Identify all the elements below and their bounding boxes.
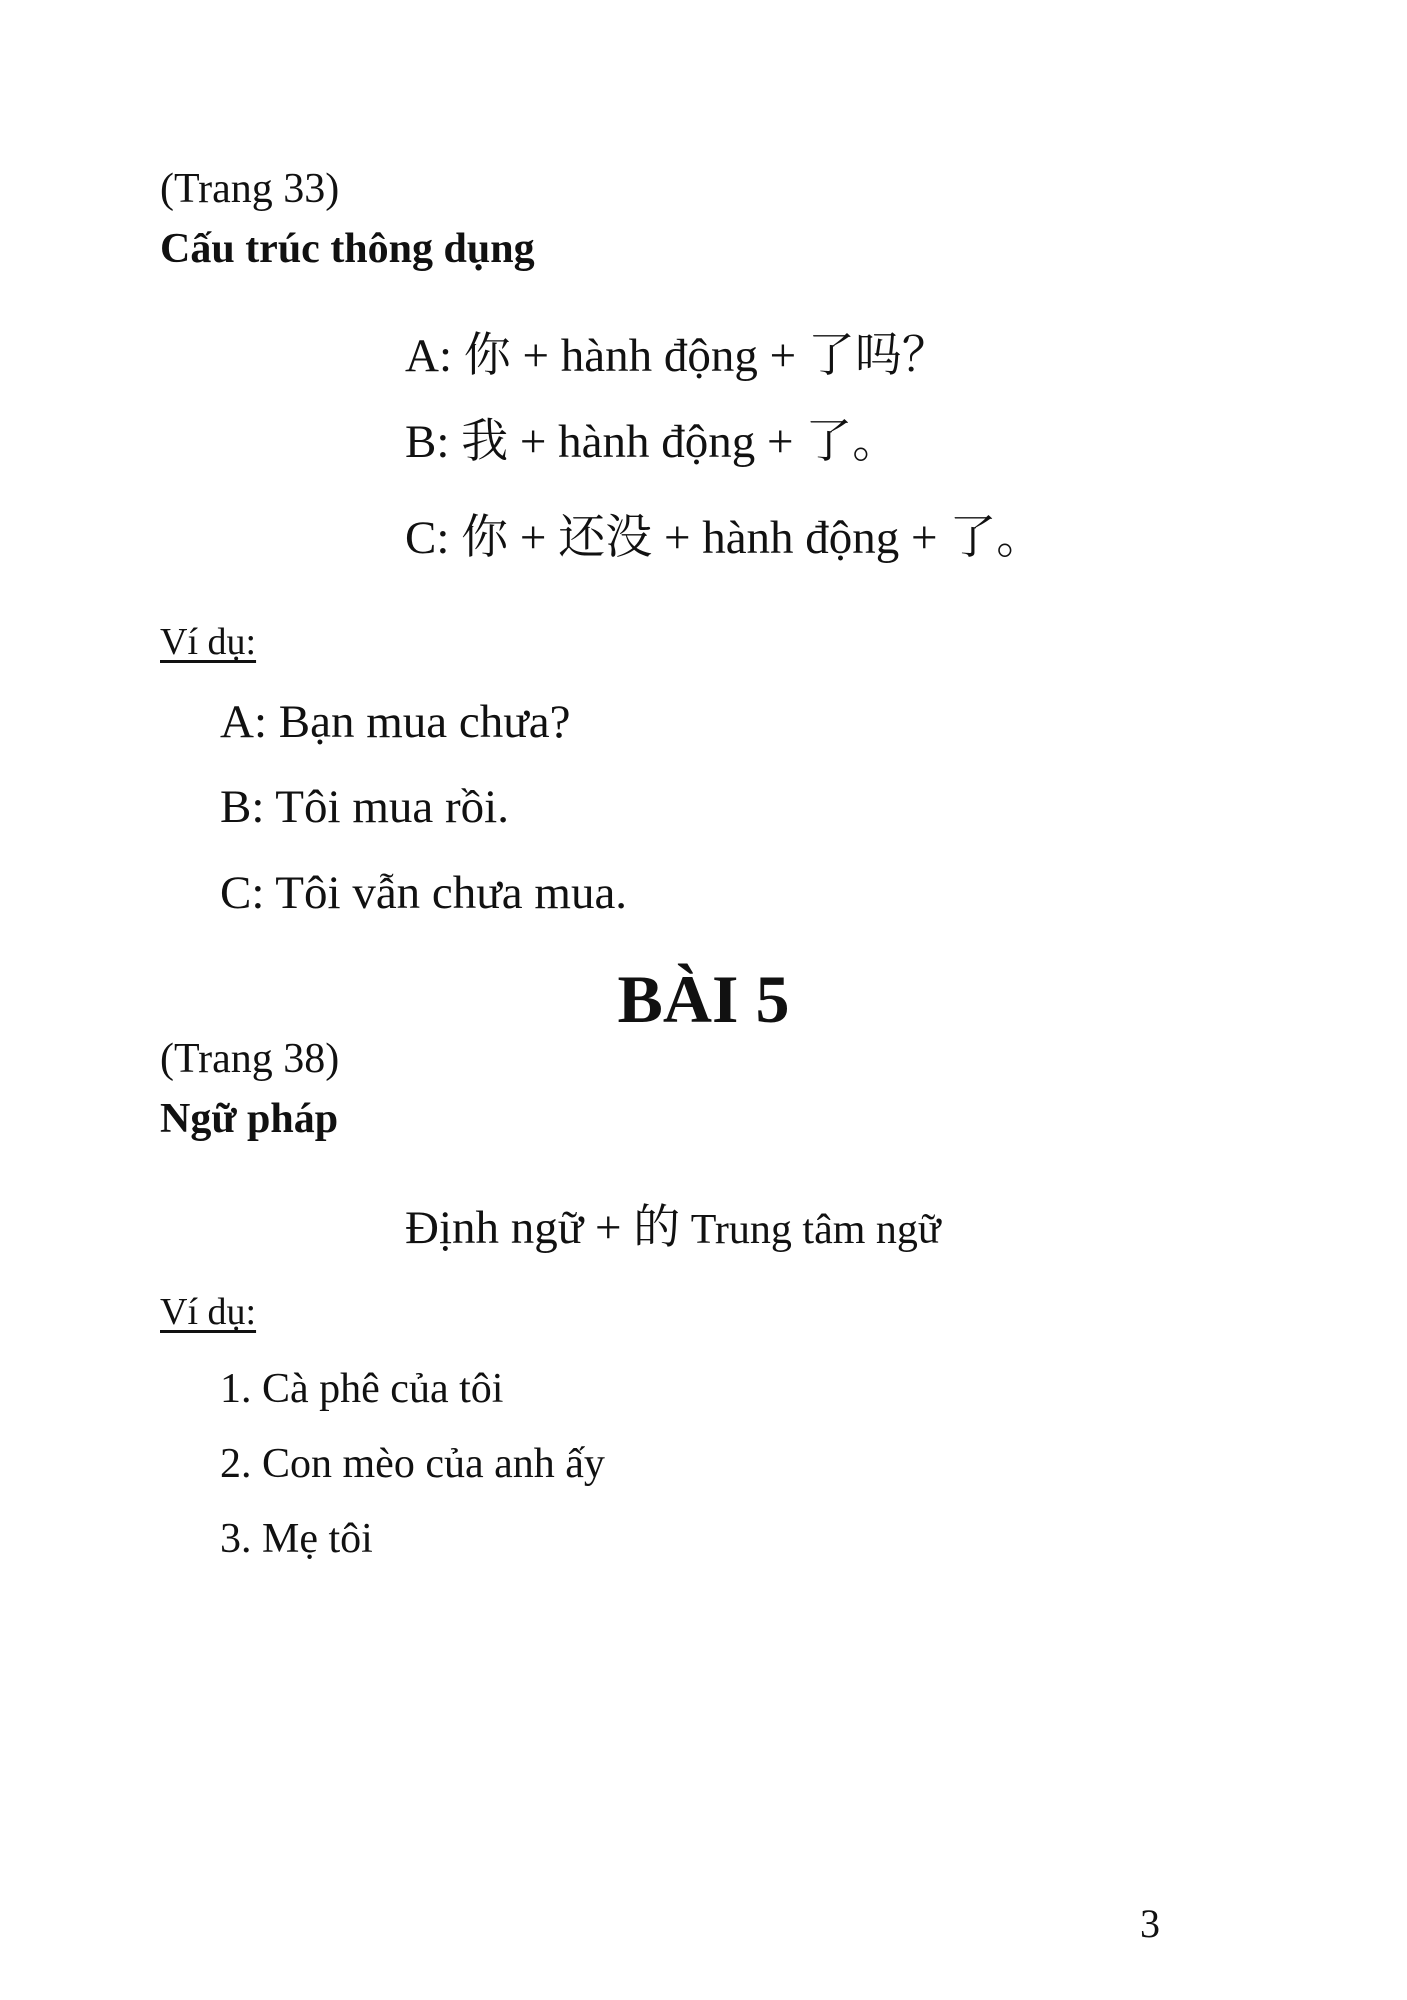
example-label: Ví dụ: [160,1291,257,1333]
page-reference: (Trang 38) [160,1036,340,1082]
formula-middle: + hành động + [510,330,808,382]
formula-prefix: C: [405,512,462,564]
example-item: B: Tôi mua rồi. [220,781,509,833]
formula-cjk: 你 [463,328,511,383]
formula-middle: + [508,512,559,564]
example-label: Ví dụ: [160,621,257,663]
grammar-formula [405,1190,941,1257]
formula-cjk: 我 [461,414,509,469]
section-heading: Ngữ pháp [160,1096,339,1142]
example-item: 1. Cà phê của tôi [220,1366,504,1412]
formula-part-1: Định ngữ + [405,1202,634,1254]
section-heading: Cấu trúc thông dụng [160,226,535,272]
page-number: 3 [1140,1901,1160,1946]
formula-cjk-end: 了吗？ [807,328,949,383]
example-item: A: Bạn mua chưa? [220,696,571,748]
formula-prefix: A: [405,330,464,382]
formula-part-2: Trung tâm ngữ [680,1207,941,1253]
formula-middle-2: + hành động + [652,512,950,564]
example-item: C: Tôi vẫn chưa mua. [220,867,628,919]
formula-cjk-end: 了。 [805,414,900,469]
page-reference: (Trang 33) [160,166,340,212]
formula-middle: + hành động + [508,416,806,468]
formula-cjk: 你 [461,510,509,565]
formula-prefix: B: [405,416,462,468]
formula-line-a [405,318,949,385]
formula-cjk: 的 [633,1200,681,1255]
formula-line-c [405,500,1043,567]
formula-cjk-end: 了。 [949,510,1044,565]
lesson-title: BÀI 5 [617,961,790,1037]
formula-line-b [405,404,899,471]
example-item: 3. Mẹ tôi [220,1516,373,1562]
formula-cjk-middle: 还没 [558,510,653,565]
example-item: 2. Con mèo của anh ấy [220,1441,605,1487]
